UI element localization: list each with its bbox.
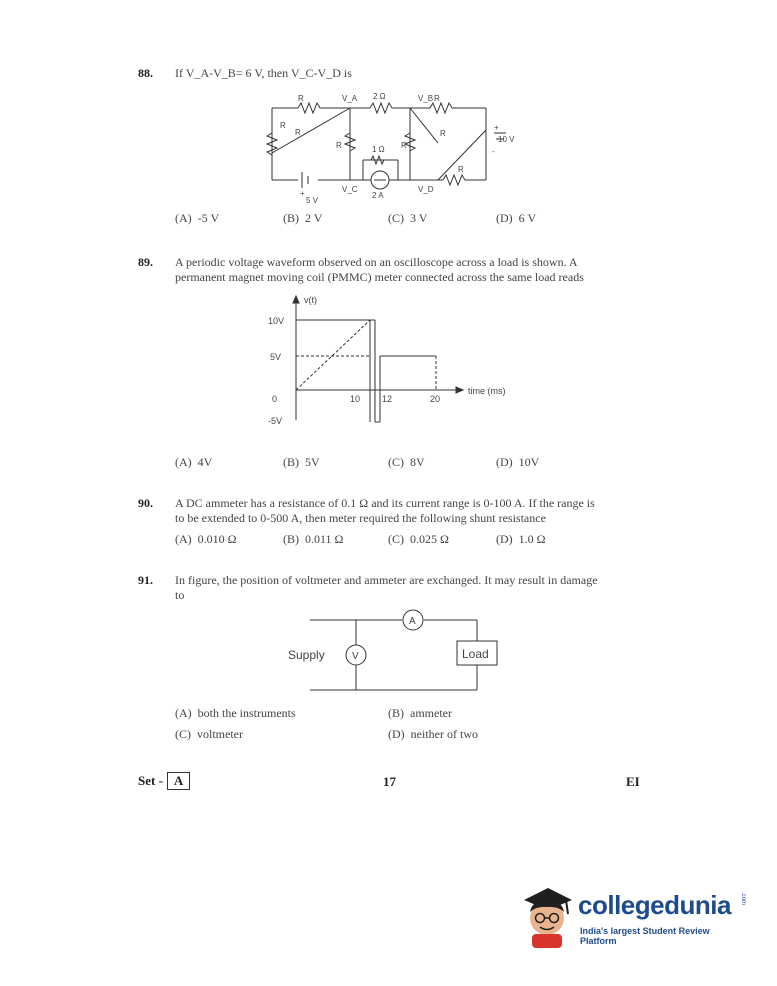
y-tick-10v: 10V bbox=[268, 316, 285, 326]
x-tick-20: 20 bbox=[430, 394, 441, 404]
question-91-line1: In figure, the position of voltmeter and ammeter are exchanged. It may result in damage bbox=[175, 573, 598, 587]
set-indicator bbox=[138, 772, 190, 790]
option-91-a[interactable]: (A) both the instruments bbox=[175, 706, 296, 720]
set-label: Set - bbox=[138, 773, 163, 788]
label-vc: V_C bbox=[342, 185, 358, 194]
option-91-b[interactable]: (B) ammeter bbox=[388, 706, 452, 720]
question-90-line2: to be extended to 0-500 A, then meter required the following shunt resistance bbox=[175, 511, 546, 525]
question-88-text: If V_A-V_B= 6 V, then V_C-V_D is bbox=[175, 66, 352, 80]
label-1ohm: 1 Ω bbox=[372, 145, 385, 154]
load-label: Load bbox=[462, 647, 489, 661]
label-vb: V_B bbox=[418, 94, 434, 103]
label-r3: R bbox=[280, 121, 286, 130]
question-89-line2: permanent magnet moving coil (PMMC) meter connected across the same load reads bbox=[175, 270, 584, 284]
question-90-line1: A DC ammeter has a resistance of 0.1 Ω and its current range is 0-100 A. If the range is bbox=[175, 496, 595, 510]
label-r6: R bbox=[401, 141, 407, 150]
option-89-c[interactable]: (C) 8V bbox=[388, 455, 425, 469]
y-tick-minus5v: -5V bbox=[268, 416, 283, 426]
question-91-line2: to bbox=[175, 588, 185, 602]
option-90-d[interactable]: (D) 1.0 Ω bbox=[496, 532, 546, 546]
x-tick-12: 12 bbox=[382, 394, 393, 404]
label-r4: R bbox=[295, 128, 301, 137]
x-axis-label: time (ms) bbox=[468, 386, 506, 396]
ammeter-label: A bbox=[409, 616, 416, 627]
label-plus-top: + bbox=[494, 123, 499, 132]
brand-tagline: India's largest Student Review Platform bbox=[580, 926, 710, 946]
option-90-c[interactable]: (C) 0.025 Ω bbox=[388, 532, 449, 546]
option-88-b[interactable]: (B) 2 V bbox=[283, 211, 323, 225]
set-value: A bbox=[167, 772, 190, 790]
label-r7: R bbox=[440, 129, 446, 138]
label-10v: 10 V bbox=[498, 135, 515, 144]
y-axis-label: v(t) bbox=[304, 295, 317, 305]
label-minus: - bbox=[492, 147, 495, 156]
option-88-a[interactable]: (A) -5 V bbox=[175, 211, 220, 225]
option-89-a[interactable]: (A) 4V bbox=[175, 455, 213, 469]
meter-circuit-diagram-91 bbox=[280, 605, 520, 700]
label-2ohm: 2 Ω bbox=[373, 92, 386, 101]
page-number: 17 bbox=[383, 774, 396, 789]
voltmeter-label: V bbox=[352, 651, 359, 662]
circuit-diagram-88 bbox=[258, 88, 528, 203]
waveform-graph-89 bbox=[258, 290, 538, 435]
x-tick-10: 10 bbox=[350, 394, 361, 404]
label-2a: 2 A bbox=[372, 191, 384, 200]
supply-label: Supply bbox=[288, 648, 325, 662]
option-89-d[interactable]: (D) 10V bbox=[496, 455, 540, 469]
question-number-91: 91. bbox=[138, 573, 153, 587]
question-number-88: 88. bbox=[138, 66, 153, 80]
y-tick-0: 0 bbox=[272, 394, 278, 404]
label-5v: 5 V bbox=[306, 196, 319, 203]
option-91-d[interactable]: (D) neither of two bbox=[388, 727, 478, 741]
mascot-icon bbox=[518, 882, 578, 950]
question-89-line1: A periodic voltage waveform observed on an oscilloscope across a load is shown. A bbox=[175, 255, 578, 269]
y-tick-5v: 5V bbox=[270, 352, 282, 362]
option-90-b[interactable]: (B) 0.011 Ω bbox=[283, 532, 344, 546]
question-number-89: 89. bbox=[138, 255, 153, 269]
question-number-90: 90. bbox=[138, 496, 153, 510]
paper-code: EI bbox=[626, 774, 640, 789]
label-r8: R bbox=[458, 165, 464, 174]
option-90-a[interactable]: (A) 0.010 Ω bbox=[175, 532, 237, 546]
brand-dotcom: .com bbox=[740, 892, 746, 906]
label-r1: R bbox=[298, 94, 304, 103]
label-r5: R bbox=[336, 141, 342, 150]
option-89-b[interactable]: (B) 5V bbox=[283, 455, 320, 469]
label-vd: V_D bbox=[418, 185, 434, 194]
option-88-d[interactable]: (D) 6 V bbox=[496, 211, 537, 225]
label-va: V_A bbox=[342, 94, 358, 103]
option-91-c[interactable]: (C) voltmeter bbox=[175, 727, 243, 741]
label-r2: R bbox=[434, 94, 440, 103]
collegedunia-logo[interactable] bbox=[518, 882, 748, 952]
label-plus-bottom: + bbox=[300, 189, 305, 198]
brand-name: collegedunia bbox=[578, 890, 731, 920]
option-88-c[interactable]: (C) 3 V bbox=[388, 211, 428, 225]
